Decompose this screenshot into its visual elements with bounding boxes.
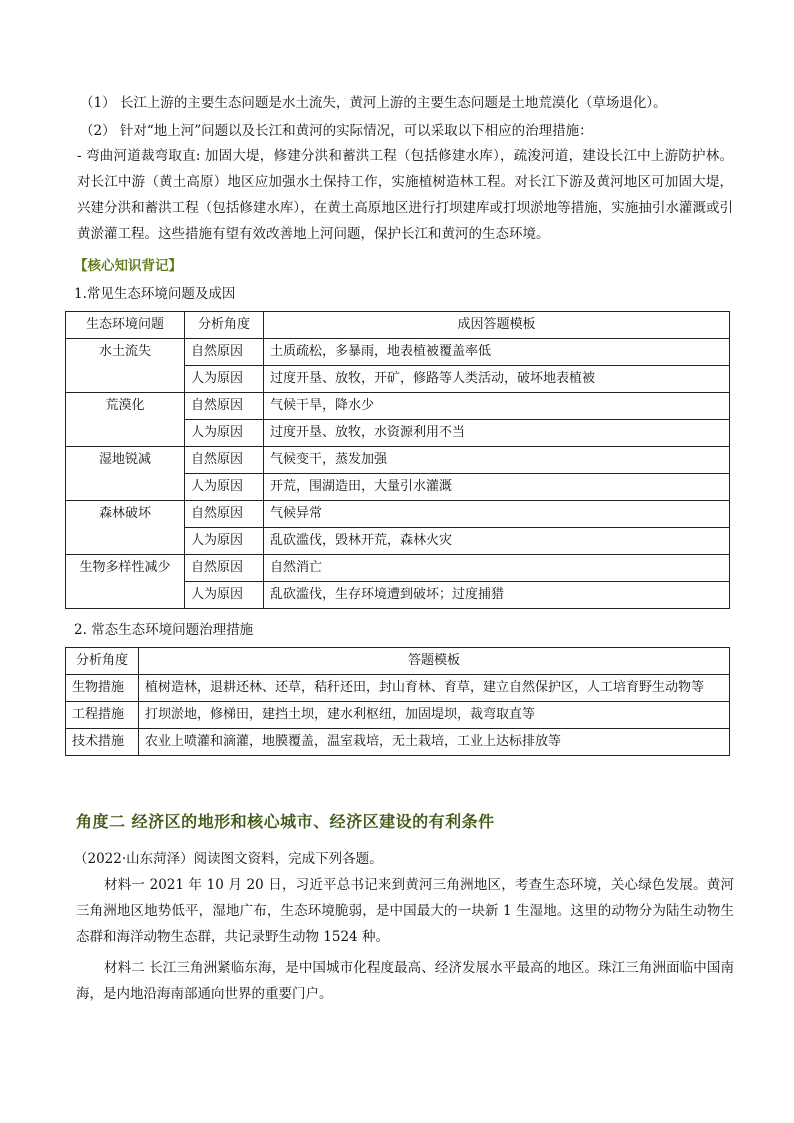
table-row [66,675,730,702]
angle-cell: 人为原因 [185,474,264,501]
cause-cell: 开荒，围湖造田，大量引水灌溉 [264,474,730,501]
angle-cell: 自然原因 [185,393,264,420]
angle-cell: 自然原因 [185,501,264,528]
table-header: 成因答题模板 [264,312,730,339]
problem-cell: 森林破坏 [66,501,185,555]
cause-cell: 气候异常 [264,501,730,528]
angle-cell: 人为原因 [185,528,264,555]
measures-table [65,647,730,756]
eco-problems-table [65,311,730,609]
cause-cell: 过度开垦、放牧，水资源利用不当 [264,420,730,447]
table2-caption: 2. 常态生态环境问题治理措施 [74,622,254,638]
table-header: 分析角度 [185,312,264,339]
table-row [66,447,730,474]
cause-cell: 气候干旱，降水少 [264,393,730,420]
answer-line-2: （2） 针对“地上河”问题以及长江和黄河的实际情况，可以采取以下相应的治理措施： [80,123,593,139]
template-cell: 植树造林，退耕还林、还草，秸秆还田，封山育林、育草，建立自然保护区，人工培育野生动物等 [139,675,730,702]
cause-cell: 自然消亡 [264,555,730,582]
cause-cell: 乱砍滥伐，毁林开荒，森林火灾 [264,528,730,555]
cause-cell: 土质疏松，多暴雨，地表植被覆盖率低 [264,339,730,366]
table-row [66,555,730,582]
angle-cell: 自然原因 [185,339,264,366]
problem-cell: 荒漠化 [66,393,185,447]
table1-caption: 1.常见生态环境问题及成因 [74,286,236,302]
table-row [66,393,730,420]
table-row [66,339,730,366]
material-two: 材料二 长江三角洲紧临东海，是中国城市化程度最高、经济发展水平最高的地区。珠江三角洲面临中国南海，是内地沿海南部通向世界的重要门户。 [76,960,734,1002]
table-row [66,702,730,729]
knowledge-heading: 【核心知识背记】 [74,258,182,274]
problem-cell: 水土流失 [66,339,185,393]
angle-cell: 人为原因 [185,366,264,393]
template-cell: 打坝淤地，修梯田，建挡土坝，建水利枢纽，加固堤坝，裁弯取直等 [139,702,730,729]
table-header-row [66,648,730,675]
angle-cell: 自然原因 [185,447,264,474]
table-header-row [66,312,730,339]
angle-cell: 人为原因 [185,420,264,447]
material-one: 材料一 2021 年 10 月 20 日，习近平总书记来到黄河三角洲地区，考查生态环境，关心绿色发展。黄河三角洲地区地势低平，湿地广布，生态环境脆弱，是中国最大的一块新 1 生湿地。这里的动物分为陆生动物生态群和海洋动物生态群，共记录野生动物 1524 种。 [76,877,734,945]
problem-cell: 生物多样性减少 [66,555,185,609]
answer-line-1: （1） 长江上游的主要生态问题是水土流失，黄河上游的主要生态问题是土地荒漠化（草场退化）。 [80,95,667,111]
angle-cell: 人为原因 [185,582,264,609]
table-header: 分析角度 [66,648,139,675]
cause-cell: 过度开垦、放牧，开矿，修路等人类活动，破坏地表植被 [264,366,730,393]
question-source: （2022·山东菏泽）阅读图文资料，完成下列各题。 [74,851,383,867]
answer-paragraph: - 弯曲河道裁弯取直: 加固大堤，修建分洪和蓄洪工程（包括修建水库），疏浚河道，建设长江中上游防护林。对长江中游（黄土高原）地区应加强水土保持工作，实施植树造林工程。对长江下游及黄河地区可加固大堤，兴建分洪和蓄洪工程（包括修建水库），在黄土高原地区进行打坝建库或打坝淤地等措施，实施抽引水灌溉或引黄淤灌工程。这些措施有望有效改善地上河问题，保护长江和黄河的生态环境。 [77,148,733,242]
cause-cell: 气候变干，蒸发加强 [264,447,730,474]
table-row [66,501,730,528]
angle-cell: 生物措施 [66,675,139,702]
section-title: 角度二 经济区的地形和核心城市、经济区建设的有利条件 [76,812,495,831]
template-cell: 农业上喷灌和滴灌，地膜覆盖，温室栽培，无土栽培，工业上达标排放等 [139,729,730,756]
cause-cell: 乱砍滥伐，生存环境遭到破坏；过度捕猎 [264,582,730,609]
table-header: 生态环境问题 [66,312,185,339]
angle-cell: 工程措施 [66,702,139,729]
table-header: 答题模板 [139,648,730,675]
angle-cell: 技术措施 [66,729,139,756]
table-row [66,729,730,756]
angle-cell: 自然原因 [185,555,264,582]
problem-cell: 湿地锐减 [66,447,185,501]
